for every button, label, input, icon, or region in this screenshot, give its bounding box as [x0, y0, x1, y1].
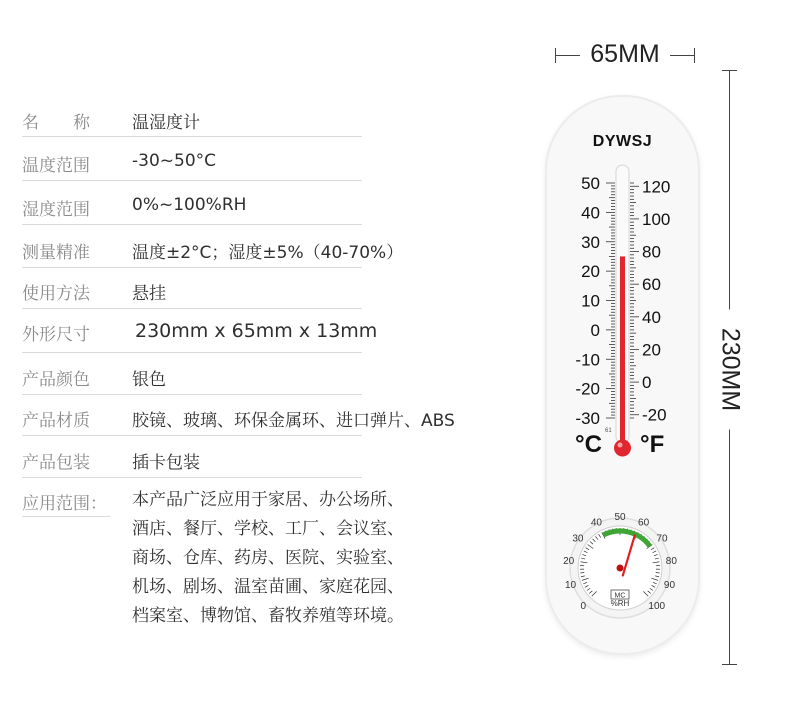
mercury-column	[620, 256, 625, 445]
hygrometer-label: 0	[580, 600, 587, 612]
spec-key: 应用范围：	[22, 494, 107, 514]
spec-key: 使用方法	[22, 284, 90, 304]
dimension-tick	[694, 48, 695, 63]
divider	[22, 308, 362, 309]
thermometer-svg	[545, 95, 700, 655]
spec-key: 产品材质	[22, 411, 90, 431]
hygrometer-label: 20	[563, 555, 575, 567]
spec-key: 外形尺寸	[22, 325, 90, 345]
spec-key: 名 称	[22, 113, 90, 133]
fahrenheit-label: -20	[642, 405, 667, 425]
thermo-hygrometer	[545, 95, 700, 655]
applications-line: 档案室、博物馆、畜牧养殖等环境。	[132, 606, 404, 626]
hygrometer-label: 40	[590, 517, 602, 529]
fahrenheit-label: 100	[642, 209, 671, 229]
mercury-bulb	[614, 440, 631, 457]
hygrometer-tick	[580, 573, 584, 574]
celsius-label: -30	[575, 409, 600, 428]
celsius-label: 30	[581, 232, 600, 252]
fahrenheit-label: 0	[642, 373, 652, 393]
hygrometer-label: 60	[638, 517, 650, 529]
divider	[22, 267, 362, 268]
mc-logo: MC	[614, 592, 626, 600]
hygrometer-label: 100	[648, 600, 666, 612]
applications-line: 机场、剧场、温室苗圃、家庭花园、	[132, 577, 404, 597]
width-label: 65MM	[580, 40, 670, 69]
spec-key: 测量精准	[22, 243, 90, 263]
hygrometer-label: 90	[663, 580, 676, 592]
hygrometer-unit: %RH	[610, 599, 630, 608]
fahrenheit-label: 120	[642, 177, 671, 197]
celsius-label: 20	[581, 262, 600, 282]
divider	[22, 180, 362, 181]
fahrenheit-label: 60	[642, 275, 661, 295]
hygrometer-tick	[656, 573, 660, 574]
divider	[22, 136, 362, 137]
celsius-label: -20	[575, 379, 600, 399]
spec-key: 温度范围	[22, 156, 90, 176]
fahrenheit-label: 20	[642, 340, 661, 360]
needle-hub	[617, 565, 624, 572]
applications-text	[132, 486, 404, 631]
bulb-highlight	[618, 443, 623, 448]
spec-value: 胶镜、玻璃、环保金属环、进口弹片、ABS	[132, 411, 455, 431]
divider	[22, 224, 362, 225]
hygrometer-label: 30	[572, 533, 584, 545]
celsius-label: 0	[590, 320, 600, 340]
spec-value: 230mm x 65mm x 13mm	[135, 320, 378, 342]
spec-value: 插卡包装	[132, 453, 200, 473]
hygrometer-label: 10	[564, 580, 577, 592]
width-dimension	[555, 40, 695, 68]
spec-value: 温度±2°C；湿度±5%（40-70%）	[132, 243, 404, 263]
brand-logo: DYWSJ	[592, 133, 653, 150]
celsius-unit: °C	[575, 431, 602, 458]
applications-line: 商场、仓库、药房、医院、实验室、	[132, 548, 404, 568]
divider	[22, 477, 362, 478]
celsius-label: 50	[581, 174, 600, 193]
applications-line: 本产品广泛应用于家居、办公场所、	[132, 490, 404, 510]
spec-value: 悬挂	[132, 284, 166, 304]
celsius-label: 10	[581, 291, 600, 311]
scale-mark: 61	[605, 428, 612, 434]
hygrometer-label: 70	[656, 533, 668, 545]
fahrenheit-label: 40	[642, 307, 661, 327]
spec-value: -30~50°C	[132, 151, 217, 171]
divider	[22, 435, 362, 436]
dimension-tick	[722, 664, 737, 665]
applications-line: 酒店、餐厅、学校、工厂、会议室、	[132, 519, 404, 539]
divider	[22, 352, 362, 353]
hygrometer-label: 80	[665, 555, 677, 567]
spec-key: 湿度范围	[22, 200, 90, 220]
fahrenheit-unit: °F	[640, 431, 665, 458]
spec-value: 温湿度计	[132, 113, 200, 133]
divider	[22, 516, 110, 517]
spec-value: 0%~100%RH	[132, 195, 247, 215]
celsius-label: 40	[581, 203, 600, 223]
height-label: 230MM	[716, 310, 745, 430]
spec-value: 银色	[132, 370, 166, 390]
hygrometer-label: 50	[614, 512, 626, 523]
celsius-label: -10	[575, 350, 600, 370]
hygrometer	[563, 512, 677, 618]
spec-key: 产品颜色	[22, 370, 90, 390]
height-dimension	[715, 70, 745, 665]
divider	[22, 394, 362, 395]
spec-key: 产品包装	[22, 453, 90, 473]
fahrenheit-label: 80	[642, 242, 661, 262]
